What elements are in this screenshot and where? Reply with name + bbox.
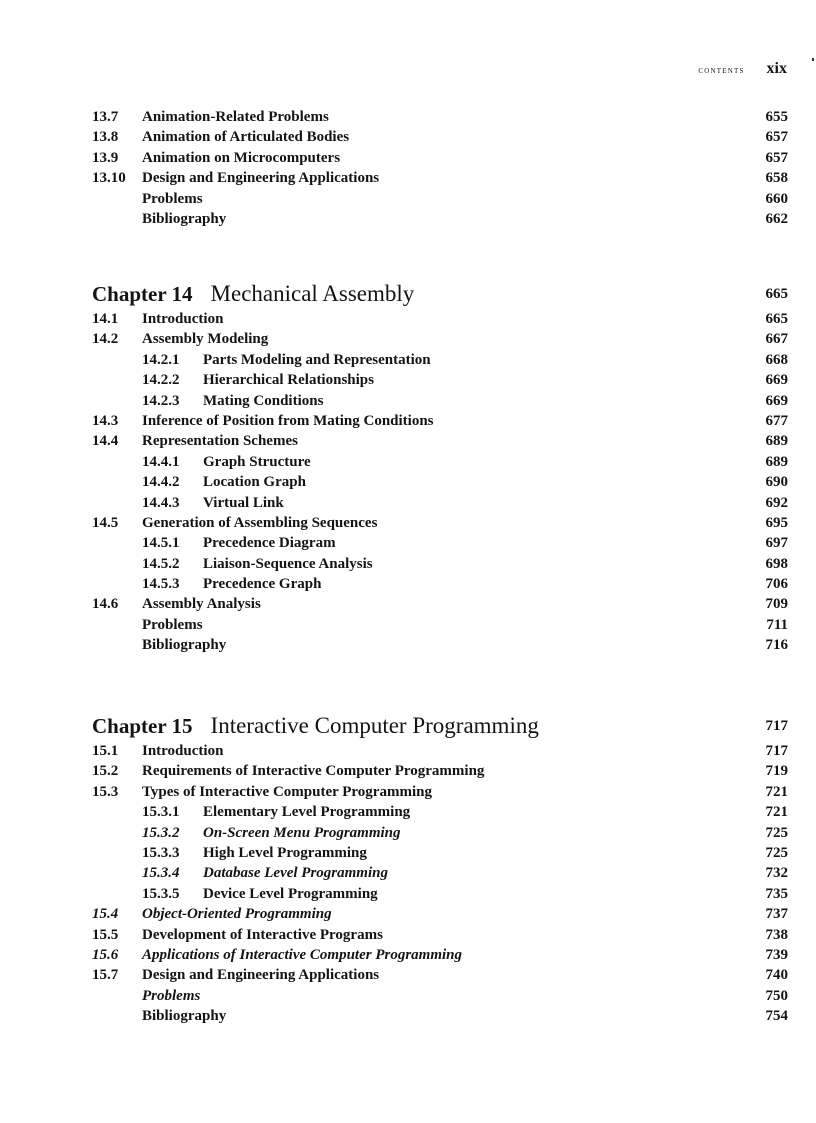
toc-entry <box>92 884 788 904</box>
section-title: High Level Programming <box>203 844 367 861</box>
section-page: 690 <box>765 474 788 491</box>
toc-entry <box>92 1006 788 1026</box>
section-page: 711 <box>766 616 788 633</box>
section-page: 697 <box>765 535 788 552</box>
toc-entry <box>92 741 788 761</box>
section-title: Inference of Position from Mating Conditions <box>142 412 434 429</box>
section-title: Animation-Related Problems <box>142 109 329 125</box>
section-title: Representation Schemes <box>142 433 298 450</box>
section-page: 735 <box>765 885 788 902</box>
section-title: Assembly Analysis <box>142 596 261 613</box>
section-title: Database Level Programming <box>203 865 388 882</box>
section-title: Location Graph <box>203 474 306 491</box>
toc-entry <box>92 148 788 168</box>
section-title: Applications of Interactive Computer Programming <box>142 946 463 963</box>
toc-entry <box>92 945 788 965</box>
section-title: Virtual Link <box>203 494 284 511</box>
toc-entry <box>92 965 788 985</box>
section-number: 14.4.3 <box>142 494 180 511</box>
section-page: 665 <box>765 311 788 327</box>
section-number: 14.2.2 <box>142 372 180 389</box>
section-title: Requirements of Interactive Computer Programming <box>142 763 485 780</box>
section-title: Problems <box>142 987 201 1004</box>
toc-entry <box>92 370 788 390</box>
chapter-title: Interactive Computer Programming <box>210 713 539 738</box>
toc-entry <box>92 986 788 1006</box>
chapter-page: 717 <box>765 718 788 734</box>
toc-entry <box>92 107 788 127</box>
section-page: 754 <box>765 1008 788 1025</box>
section-number: 15.6 <box>92 946 119 963</box>
section-number: 14.2.1 <box>142 351 180 368</box>
toc-entry <box>92 411 788 431</box>
section-number: 15.4 <box>92 906 119 923</box>
section-title: Bibliography <box>142 210 227 227</box>
toc-entry <box>92 925 788 945</box>
section-page: 668 <box>765 351 788 368</box>
section-number: 14.4.2 <box>142 474 180 491</box>
chapter-page: 665 <box>765 286 788 302</box>
section-title: Introduction <box>142 311 224 327</box>
section-title: Liaison-Sequence Analysis <box>203 555 373 572</box>
toc-entry <box>92 431 788 451</box>
toc-chapter15 <box>92 712 788 1026</box>
toc-entry <box>92 513 788 533</box>
section-page: 706 <box>765 576 788 593</box>
section-title: Design and Engineering Applications <box>142 170 380 187</box>
toc-entry <box>92 554 788 574</box>
section-title: Device Level Programming <box>203 885 378 902</box>
toc-entry <box>92 209 788 229</box>
section-page: 725 <box>765 824 788 841</box>
toc-entry <box>92 472 788 492</box>
section-page: 739 <box>765 946 788 963</box>
section-page: 737 <box>765 906 788 923</box>
section-number: 15.7 <box>92 967 119 984</box>
section-page: 669 <box>765 372 788 389</box>
section-page: 716 <box>765 637 788 654</box>
section-page: 658 <box>765 170 788 187</box>
section-number: 14.2.3 <box>142 392 180 409</box>
section-page: 738 <box>765 926 788 943</box>
section-title: Bibliography <box>142 1008 227 1025</box>
section-number: 14.2 <box>92 331 119 348</box>
toc-entry <box>92 761 788 781</box>
section-title: Problems <box>142 190 203 207</box>
section-page: 740 <box>765 967 788 984</box>
section-title: Precedence Graph <box>203 576 322 593</box>
toc-entry <box>92 843 788 863</box>
chapter-heading <box>92 712 788 740</box>
section-page: 662 <box>765 210 788 227</box>
section-number: 13.8 <box>92 129 119 146</box>
toc-chapter14 <box>92 280 788 656</box>
section-number: 14.4.1 <box>142 453 180 470</box>
section-title: Graph Structure <box>203 453 311 470</box>
toc-entry <box>92 493 788 513</box>
section-number: 15.3 <box>92 783 119 800</box>
section-page: 669 <box>765 392 788 409</box>
toc-chapter13-tail <box>92 107 788 229</box>
section-number: 14.6 <box>92 596 119 613</box>
section-title: Object-Oriented Programming <box>142 906 332 923</box>
section-page: 750 <box>765 987 788 1004</box>
toc-entry <box>92 309 788 329</box>
section-number: 13.7 <box>92 109 119 125</box>
section-page: 732 <box>765 865 788 882</box>
section-title: Types of Interactive Computer Programming <box>142 783 432 800</box>
section-title: Assembly Modeling <box>142 331 269 348</box>
section-page: 721 <box>765 804 788 821</box>
toc-entry <box>92 452 788 472</box>
toc-entry <box>92 391 788 411</box>
section-page: 695 <box>765 514 788 531</box>
section-page: 689 <box>765 433 788 450</box>
chapter-heading <box>92 280 788 308</box>
section-number: 14.3 <box>92 412 119 429</box>
section-page: 655 <box>765 109 788 125</box>
section-page: 698 <box>765 555 788 572</box>
section-page: 721 <box>765 783 788 800</box>
toc-entry <box>92 782 788 802</box>
section-title: Bibliography <box>142 637 227 654</box>
section-page: 677 <box>765 412 788 429</box>
section-page: 725 <box>765 844 788 861</box>
section-page: 689 <box>765 453 788 470</box>
section-title: Animation of Articulated Bodies <box>142 129 350 146</box>
section-number: 15.3.1 <box>142 804 180 821</box>
toc-entry <box>92 863 788 883</box>
section-number: 14.5.3 <box>142 576 180 593</box>
section-number: 15.1 <box>92 743 119 759</box>
section-title: Animation on Microcomputers <box>142 149 341 166</box>
section-title: Hierarchical Relationships <box>203 372 374 389</box>
section-title: Elementary Level Programming <box>203 804 411 821</box>
chapter-label: Chapter 15 <box>92 714 193 738</box>
section-title: Problems <box>142 616 203 633</box>
scan-mark <box>812 58 814 61</box>
section-number: 15.5 <box>92 926 119 943</box>
section-number: 14.5.2 <box>142 555 180 572</box>
chapter-entries <box>92 741 788 1026</box>
section-title: Introduction <box>142 743 224 759</box>
section-title: Mating Conditions <box>203 392 324 409</box>
section-number: 15.3.3 <box>142 844 180 861</box>
section-number: 14.5.1 <box>142 535 180 552</box>
section-title: Generation of Assembling Sequences <box>142 514 378 531</box>
section-number: 14.1 <box>92 311 119 327</box>
section-number: 15.3.2 <box>142 824 180 841</box>
toc-entry <box>92 533 788 553</box>
section-page: 709 <box>765 596 788 613</box>
section-number: 13.10 <box>92 170 126 187</box>
section-title: Precedence Diagram <box>203 535 336 552</box>
toc-entry <box>92 635 788 655</box>
section-page: 657 <box>765 149 788 166</box>
page-number: xix <box>766 60 787 77</box>
toc-entry <box>92 189 788 209</box>
running-header-label: contents <box>698 65 745 76</box>
section-title: Development of Interactive Programs <box>142 926 383 943</box>
chapter-entries <box>92 309 788 656</box>
toc-entry <box>92 823 788 843</box>
toc-entry <box>92 802 788 822</box>
section-page: 660 <box>765 190 788 207</box>
running-header <box>698 60 787 78</box>
section-page: 667 <box>765 331 788 348</box>
section-number: 13.9 <box>92 149 119 166</box>
section-page: 657 <box>765 129 788 146</box>
section-page: 692 <box>765 494 788 511</box>
toc-entry <box>92 127 788 147</box>
toc-entry <box>92 904 788 924</box>
toc-entry <box>92 329 788 349</box>
chapter-title: Mechanical Assembly <box>210 281 415 306</box>
toc-entry <box>92 615 788 635</box>
chapter-label: Chapter 14 <box>92 282 193 306</box>
section-number: 14.4 <box>92 433 119 450</box>
section-number: 15.3.4 <box>142 865 180 882</box>
section-page: 717 <box>765 743 788 759</box>
section-number: 15.2 <box>92 763 119 780</box>
section-number: 15.3.5 <box>142 885 180 902</box>
section-title: Design and Engineering Applications <box>142 967 380 984</box>
section-page: 719 <box>765 763 788 780</box>
section-title: On-Screen Menu Programming <box>203 824 401 841</box>
section-number: 14.5 <box>92 514 119 531</box>
toc-entry <box>92 350 788 370</box>
toc-entry <box>92 574 788 594</box>
toc-entry <box>92 168 788 188</box>
section-title: Parts Modeling and Representation <box>203 351 431 368</box>
toc-entry <box>92 594 788 614</box>
